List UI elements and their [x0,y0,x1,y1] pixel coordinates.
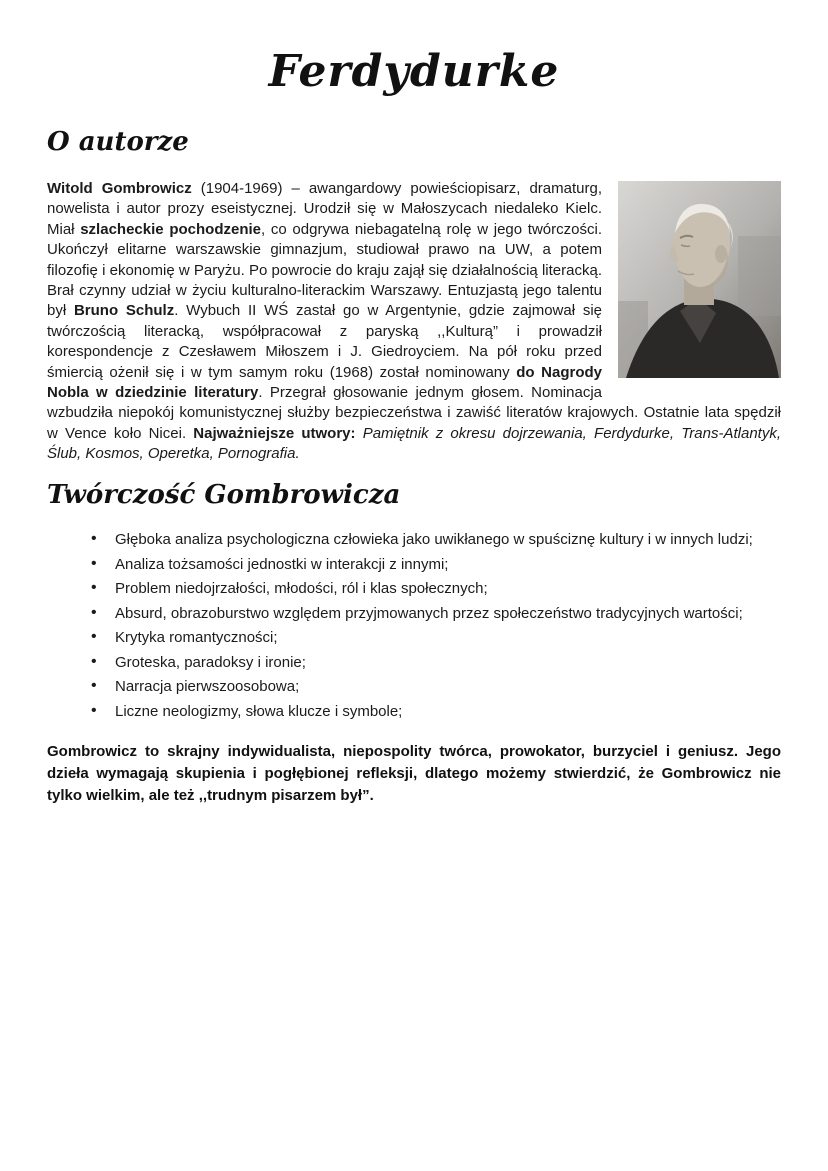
about-run-2: (1904-1969) – awangardowy powieściopisarz, dramaturg, nowelista i autor prozy eseistycznej. Urodził się w Małoszycach niedaleko Kielc. Miał [47,180,603,238]
about-run-italic-10: Pamiętnik z okresu dojrzewania, Ferdydurke, Trans-Atlantyk, Ślub, Kosmos, Operetka, Pornografia. [47,424,781,463]
list-item: • Liczne neologizmy, słowa klucze i symbole; [89,702,781,722]
section-heading-works: Twórczość Gombrowicza [47,480,401,511]
about-run-bold-3: szlacheckie pochodzenie [80,220,261,238]
author-portrait-photo [618,181,781,378]
list-item: • Problem niedojrzałości, młodości, ról i klas społecznych; [89,579,781,599]
portrait-illustration [618,181,781,378]
closing-paragraph: Gombrowicz to skrajny indywidualista, niepospolity twórca, prowokator, burzyciel i geniusz. Jego dzieła wymagają skupienia i pogłębionej refleksji, dlatego możemy stwierdzić, że Gombrowicz nie tylko wielkim, ale też ,,trudnym pisarzem był”. [47,743,781,804]
about-run-6: . Wybuch II WŚ zastał go w Argentynie, gdzie zajmował się twórczością literacką, współpracował z paryską ,,Kulturą” i prowadził korespondencje z Czesławem Miłoszem i J. Giedroyciem. Na pół roku przed śmiercią ożenił się i w tym samym roku (1968) został nominowany [47,302,603,381]
list-item: • Analiza tożsamości jednostki w interakcji z innymi; [89,555,781,575]
about-run-bold-1: Witold Gombrowicz [47,180,192,197]
about-run-bold-9: Najważniejsze utwory: [193,424,356,442]
list-item: • Głęboka analiza psychologiczna człowieka jako uwikłanego w spuściznę kultury i w innych ludzi; [89,530,781,550]
about-author-section [47,179,781,464]
about-run-bold-7: do Nagrody Nobla w dziedzinie literatury [47,363,602,401]
section-heading-about: O autorze [47,127,189,157]
list-item: • Narracja pierwszoosobowa; [89,677,781,697]
works-bullet-list [47,530,781,721]
list-item: • Absurd, obrazoburstwo względem przyjmowanych przez społeczeństwo tradycyjnych wartości; [89,604,781,624]
document-title: Ferdydurke [268,46,560,97]
list-item: • Groteska, paradoksy i ironie; [89,653,781,673]
about-run-bold-5: Bruno Schulz [73,302,175,320]
about-run-4: , co odgrywa niebagatelną rolę w jego twórczości. Ukończył elitarne warszawskie gimnazjum, studiował prawo na UW, a potem filozofię i ekonomię w Paryżu. Po powrocie do kraju zajął się działalnością literacką. Brał czynny udział w życiu kulturalno-literackim Warszawy. Entuzjastą jego talentu był [47,220,602,320]
list-item: • Krytyka romantyczności; [89,628,781,648]
about-run-8: . Przegrał głosowanie jednym głosem. Nominacja wzbudziła niepokój komunistycznej służby bezpieczeństwa i zawiść literatów krajowych. Ostatnie lata spędził w Vence koło Nicei. [47,383,781,442]
